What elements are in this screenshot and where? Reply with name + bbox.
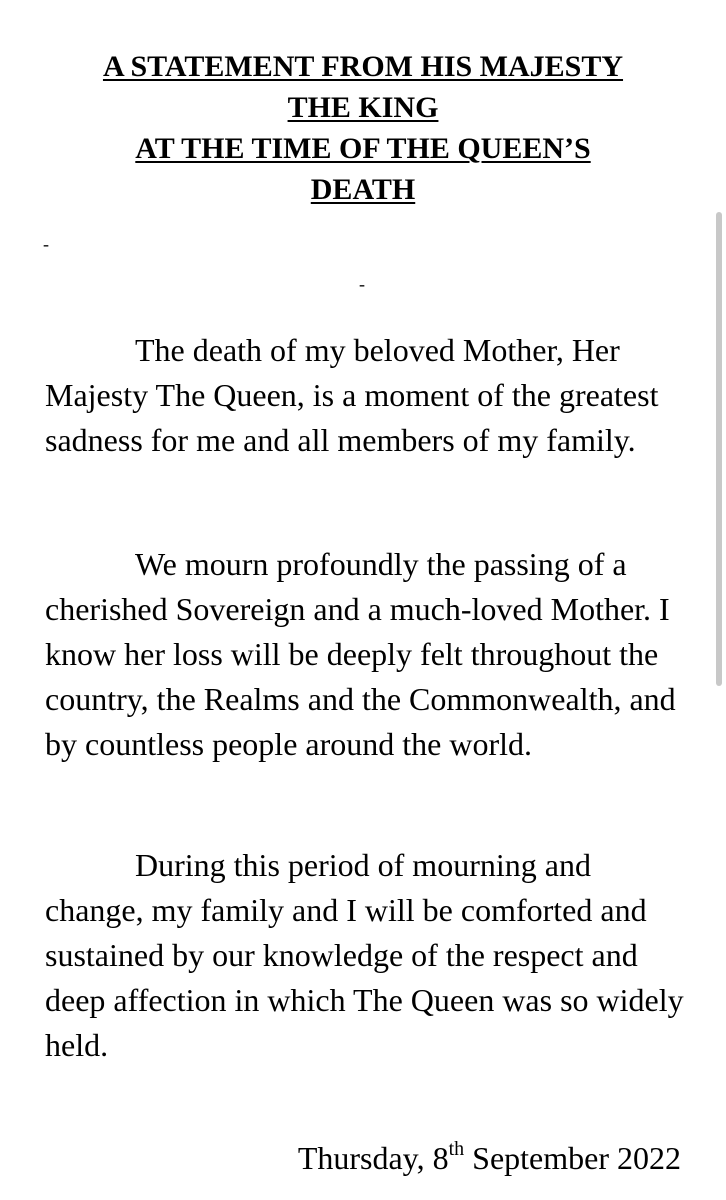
paragraph: We mourn profoundly the passing of a cherished Sovereign and a much-loved Mother. I know her loss will be deeply felt throughout the country, the Realms and the Commonwealth, and by countless people around the world. xyxy=(45,546,676,762)
vertical-scrollbar[interactable] xyxy=(716,212,722,686)
date-ordinal-suffix: th xyxy=(448,1138,465,1161)
separator-dash: - xyxy=(43,234,49,254)
title-line-2: THE KING xyxy=(287,91,439,124)
paragraph: The death of my beloved Mother, Her Majesty The Queen, is a moment of the greatest sadness for me and all members of my family. xyxy=(45,332,659,458)
statement-date xyxy=(298,1138,681,1178)
statement-title xyxy=(30,46,696,210)
separator-dash: - xyxy=(359,274,365,294)
paragraph: During this period of mourning and change, my family and I will be comforted and sustained by our knowledge of the respect and deep affection in which The Queen was so widely held. xyxy=(45,847,684,1063)
title-line-3: AT THE TIME OF THE QUEEN’S xyxy=(135,132,591,165)
date-prefix: Thursday, 8 xyxy=(297,1140,449,1176)
title-line-4: DEATH xyxy=(310,173,416,206)
title-line-1: A STATEMENT FROM HIS MAJESTY xyxy=(102,50,624,83)
date-rest: September 2022 xyxy=(464,1140,681,1176)
